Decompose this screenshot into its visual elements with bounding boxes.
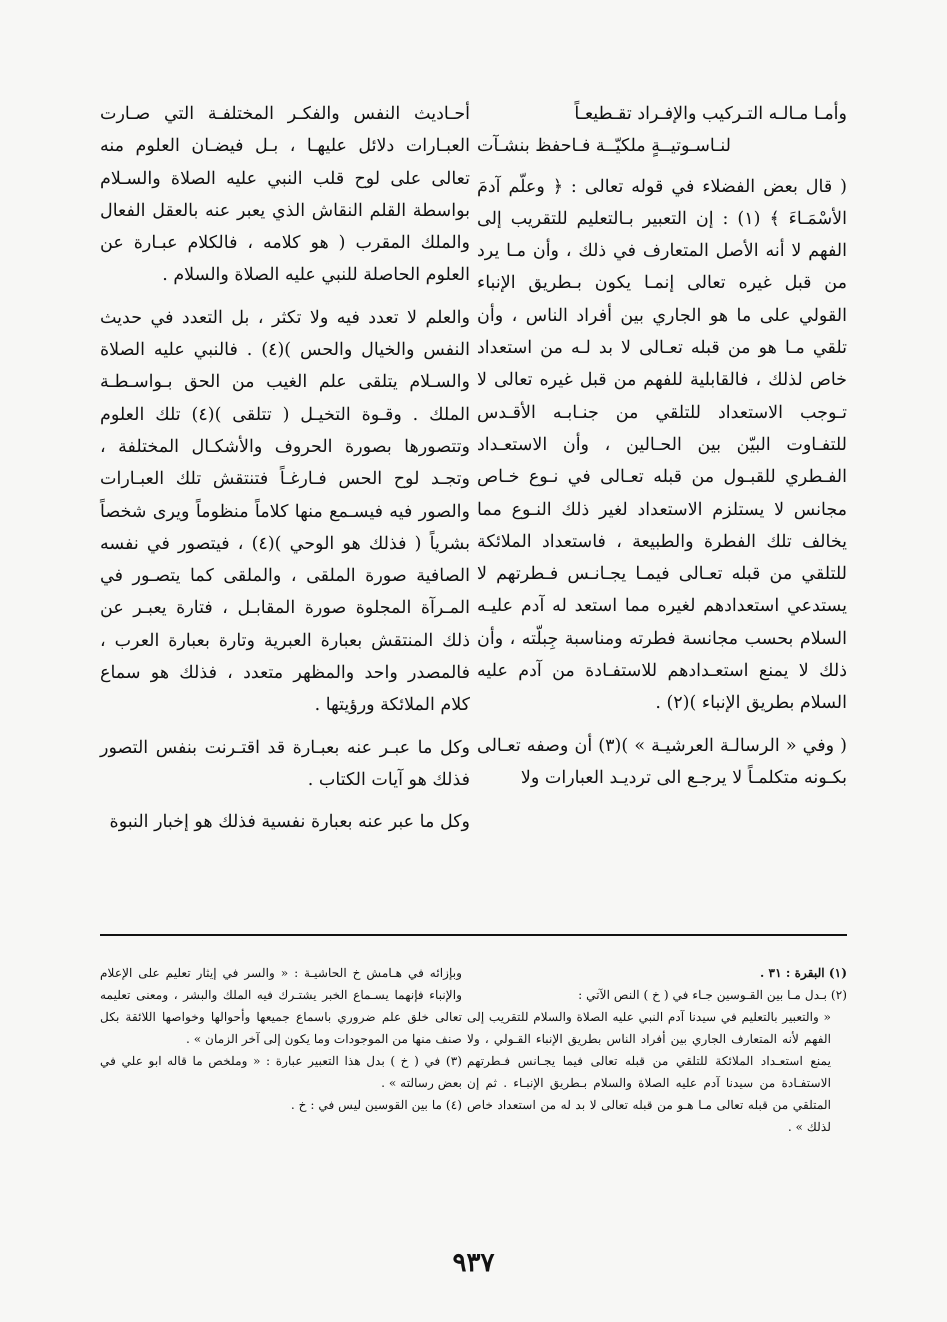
left-paragraph-4: وكل ما عبر عنه بعبارة نفسية فذلك هو إخبار النبوة	[109, 812, 470, 833]
footnotes-right	[467, 962, 847, 1138]
verse-line-1: وأمـا مـالـه التـركيب والإفـراد تقـطيعـاً	[574, 104, 847, 124]
footnote-2-body: « والتعبير بالتعليم في سيدنا آدم النبي عليه الصلاة والسلام للتقريب إلى الفهم لأنه المتعارف الجاري بين أفراد الناس بطريق الإنباء القـولي ، ولا يمنع استعـداد الملائكة للتلقي من قبله تعالى فيما يجـانس فـطرتهم الاستفـادة من سيدنا آدم عليه الصلاة والسلام بـطريق الإنبـاء . ثم إن المتلقي من قبله تعالى مـا هـو من قبله تعالى لا بد له من استعداد خاص لذلك » .	[467, 1010, 831, 1134]
left-text-column	[100, 98, 470, 849]
right-paragraph-2: ( وفي « الرسالـة العرشيـة » )(٣) أن وصفه تعـالى بكـونه متكلمـاً لا يرجـع الى ترديـد العبارات ولا	[477, 735, 847, 788]
left-paragraph-1: أحـاديث النفس والفكـر المختلفـة التي صـارت العبـارات دلائل عليهـا ، بـل فيضـان العلوم منه تعالى على لوح قلب النبي عليه الصلاة والسـلام بواسطة القلم النقاش الذي يعبر عنه بالعقل الفعال والملك المقرب ( هو كلامه ، فالكلام عبـارة عن العلوم الحاصلة للنبي عليه الصلاة والسلام .	[100, 104, 470, 286]
footnote-4: (٤) ما بين القوسين ليس في : خ .	[290, 1098, 462, 1112]
footnote-continuation: وبإزائه في هـامش خ الحاشيـة : « والسر في إيثار تعليم على الإعلام والإنباء فإنهما يسـماع الخبر يشتـرك فيه الملك والبشر ، ومعنى تعليمه تعالى خلق علم ضروري باسماع جميعها وأحوالها وخواصها اللائقة بكل صنف منها من الموجودات وما يكون إلى آخر الزمان » .	[100, 966, 462, 1046]
left-paragraph-2: والعلم لا تعدد فيه ولا تكثر ، بل التعدد في حديث النفس والخيال والحس )(٤) . فالنبي عليه الصلاة والسـلام يتلقى علم الغيب من الحق بـواسـطـة الملك . وقـوة التخيـل ( تتلقى )(٤) تلك العلوم وتتصورها بصورة الحروف والأشكـال المختلفة ، وتجـد لوح الحس فـارغـاً فتنتقش تلك العبـارات والصور فيه فيسـمع منها كلاماً منظوماً ويرى شخصاً بشرياً ( فذلك هو الوحي )(٤) ، فيتصور في نفسه الصافية صورة الملقى ، والملقى كما يتصـور في المـرآة المجلوة صورة المقابـل ، فتارة يعبـر عن ذلك المنتقش بعبارة العبرية وتارة بعبارة العرب ، فالمصدر واحد والمظهر متعدد ، فذلك هو سماع كلام الملائكة ورؤيتها .	[100, 307, 470, 716]
footnote-2-heading: (٢) بـدل مـا بين القـوسين جـاء في ( خ ) النص الآتي :	[578, 988, 847, 1002]
right-paragraph-1: ( قال بعض الفضلاء في قوله تعالى : ﴿ وعلّم آدمَ الأسْمَـاءَ ﴾ (١) : إن التعبير بـالتعليم للتقريب إلى الفهم لا أنه الأصل المتعارف في ذلك ، وأن مـا يرد من قبل غيره تعالى إنمـا يكون بـطريق الإنباء القولي على ما هو الجاري بين أفراد الناس ، وأن تلقي مـا هو من قبله تعـالى لا بد لـه من استعداد خاص لذلك ، فالقابلية للفهم من قبل غيره تعالى لا تـوجب الاستعداد للتلقي من جنـابـه الأقـدس للتفـاوت البيّن بين الحـالين ، وأن الاستعـداد الفـطري للقبـول من قبله تعـالى في نـوع خـاص مجانس لا يستلزم الاستعداد لغير ذلك النـوع مما يخالف تلك الفطرة والطبيعة ، فاستعداد الملائكة للتلقي من قبله تعـالى فيمـا يجـانـس فـطرتهم لا يستدعي استعدادهم لغيره مما استعد له آدم عليـه السلام بحسب مجانسة فطرته ومناسبة جِبلّته ، وأن ذلك لا يمنع استعـدادهم للاستفـادة من آدم عليه السلام بطريق الإنباء )(٢) .	[477, 176, 847, 714]
footnotes-left	[100, 962, 462, 1116]
verse-line-2: لنـاسـوتيــةٍ ملكيّــة فـاحفظ بنشـآت	[477, 136, 731, 157]
left-paragraph-3: وكل ما عبـر عنه بعبـارة قد اقتـرنت بنفس التصور فذلك هو آيات الكتاب .	[100, 737, 470, 790]
footnote-3: (٣) في ( خ ) بدل هذا التعبير عبارة : « وملخص ما قاله ابو علي في بعض رسالته » .	[100, 1054, 462, 1090]
right-text-column	[477, 98, 847, 804]
footnote-1: (١) البقرة : ٣١ .	[760, 966, 847, 980]
footnote-divider	[100, 934, 847, 936]
page-number: ٩٣٧	[452, 1248, 495, 1278]
